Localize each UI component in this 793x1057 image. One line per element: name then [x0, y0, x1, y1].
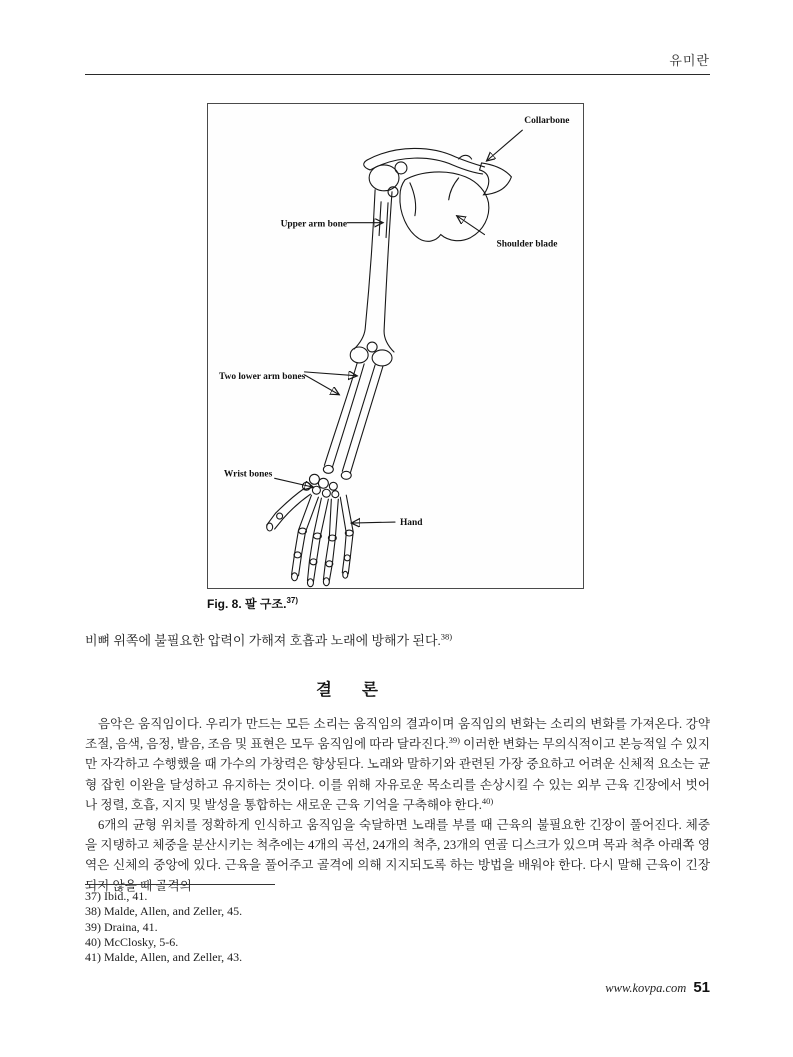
figure-label-shoulder-blade: Shoulder blade	[496, 239, 558, 250]
intro-sentence-text: 비뼈 위쪽에 불필요한 압력이 가해져 호흡과 노래에 방해가 된다.	[85, 633, 441, 648]
collarbone-arrow	[487, 130, 523, 161]
running-head-author: 유미란	[669, 53, 710, 68]
footnote-ref-39: 39)	[448, 735, 460, 746]
page-number: 51	[693, 979, 710, 996]
footnote-separator-rule	[85, 884, 275, 885]
journal-url: www.kovpa.com	[605, 981, 687, 995]
footnote-ref-38: 38)	[440, 631, 453, 642]
shoulder-blade-arrow	[457, 216, 485, 235]
conclusion-paragraph-1	[85, 714, 710, 815]
arm-skeleton-illustration	[208, 104, 583, 588]
footnote-39: 39) Draina, 41.	[85, 919, 158, 934]
forearm-bones-drawing	[323, 363, 383, 479]
figure-caption	[207, 595, 298, 612]
hand-drawing	[267, 488, 354, 586]
figure-caption-footnote-ref: 37)	[286, 596, 299, 605]
footnote-37: 37) Ibid., 41.	[85, 889, 148, 903]
paragraph-1-text-a: 음악은 움직임이다. 우리가 만드는 모든 소리는 움직임의 결과이며 움직임의 변화는 소리의 변화를 가져온다. 강약조절, 음색, 음정, 발음, 조음 및 표현은 모두 움직임에 따라 달라진다.	[85, 717, 710, 752]
footnote-38: 38) Malde, Allen, and Zeller, 45.	[85, 904, 243, 919]
paragraph-1-text-b: 이러한 변화는 무의식적이고 본능적일 수 있지만 자각하고 수행했을 때 가수의 가창력은 향상된다. 노래와 말하기와 관련된 가장 중요하고 어려운 신체적 요소는 균형 잡힌 이완을 달성하고 유지하는 것이다. 이를 위해 자유로운 목소리를 손상시킬 수 있는 외부 근육 긴장에서 벗어나 정렬, 호흡, 지지 및 발성을 통합하는 새로운 근육 기억을 구축해야 한다.	[85, 737, 711, 812]
figure-8-box	[207, 103, 584, 589]
footnote-ref-40: 40)	[481, 795, 494, 806]
footnote-list	[85, 889, 585, 965]
scapula-drawing	[400, 172, 489, 241]
lower-arm-arrow-2	[304, 375, 339, 395]
page-footer	[605, 979, 710, 996]
hand-arrow	[351, 522, 395, 523]
section-heading-conclusion: 결 론	[315, 680, 378, 699]
figure-caption-text: 팔 구조.	[241, 597, 287, 611]
humerus-drawing	[350, 162, 407, 366]
footnote-41: 41) Malde, Allen, and Zeller, 43.	[85, 950, 243, 965]
lower-arm-arrow-1	[304, 372, 357, 376]
intro-sentence	[85, 631, 725, 651]
figure-label-collarbone: Collarbone	[524, 116, 570, 127]
footnote-40: 40) McClosky, 5-6.	[85, 934, 179, 949]
figure-label-hand: Hand	[399, 518, 423, 529]
figure-label-wrist-bones: Wrist bones	[223, 469, 273, 480]
conclusion-body	[85, 714, 710, 896]
figure-label-upper-arm-bone: Upper arm bone	[280, 219, 348, 230]
figure-caption-tag: Fig. 8.	[207, 597, 242, 611]
figure-label-two-lower-arm-bones: Two lower arm bones	[218, 371, 306, 382]
header-rule	[85, 74, 710, 75]
conclusion-paragraph-2: 6개의 균형 위치를 정확하게 인식하고 움직임을 숙달하면 노래를 부를 때 근육의 불필요한 긴장이 풀어진다. 체중을 지탱하고 체중을 분산시키는 척추에는 4개의 곡선, 24개의 척추, 23개의 연골 디스크가 있으며 목과 척추 아래쪽 영역은 신체의 중앙에 있다. 근육을 풀어주고 골격에 의해 지지되도록 하는 방법을 배워야 한다. 다시 말해 근육이 긴장되지 않을 때 골격의	[85, 818, 710, 893]
